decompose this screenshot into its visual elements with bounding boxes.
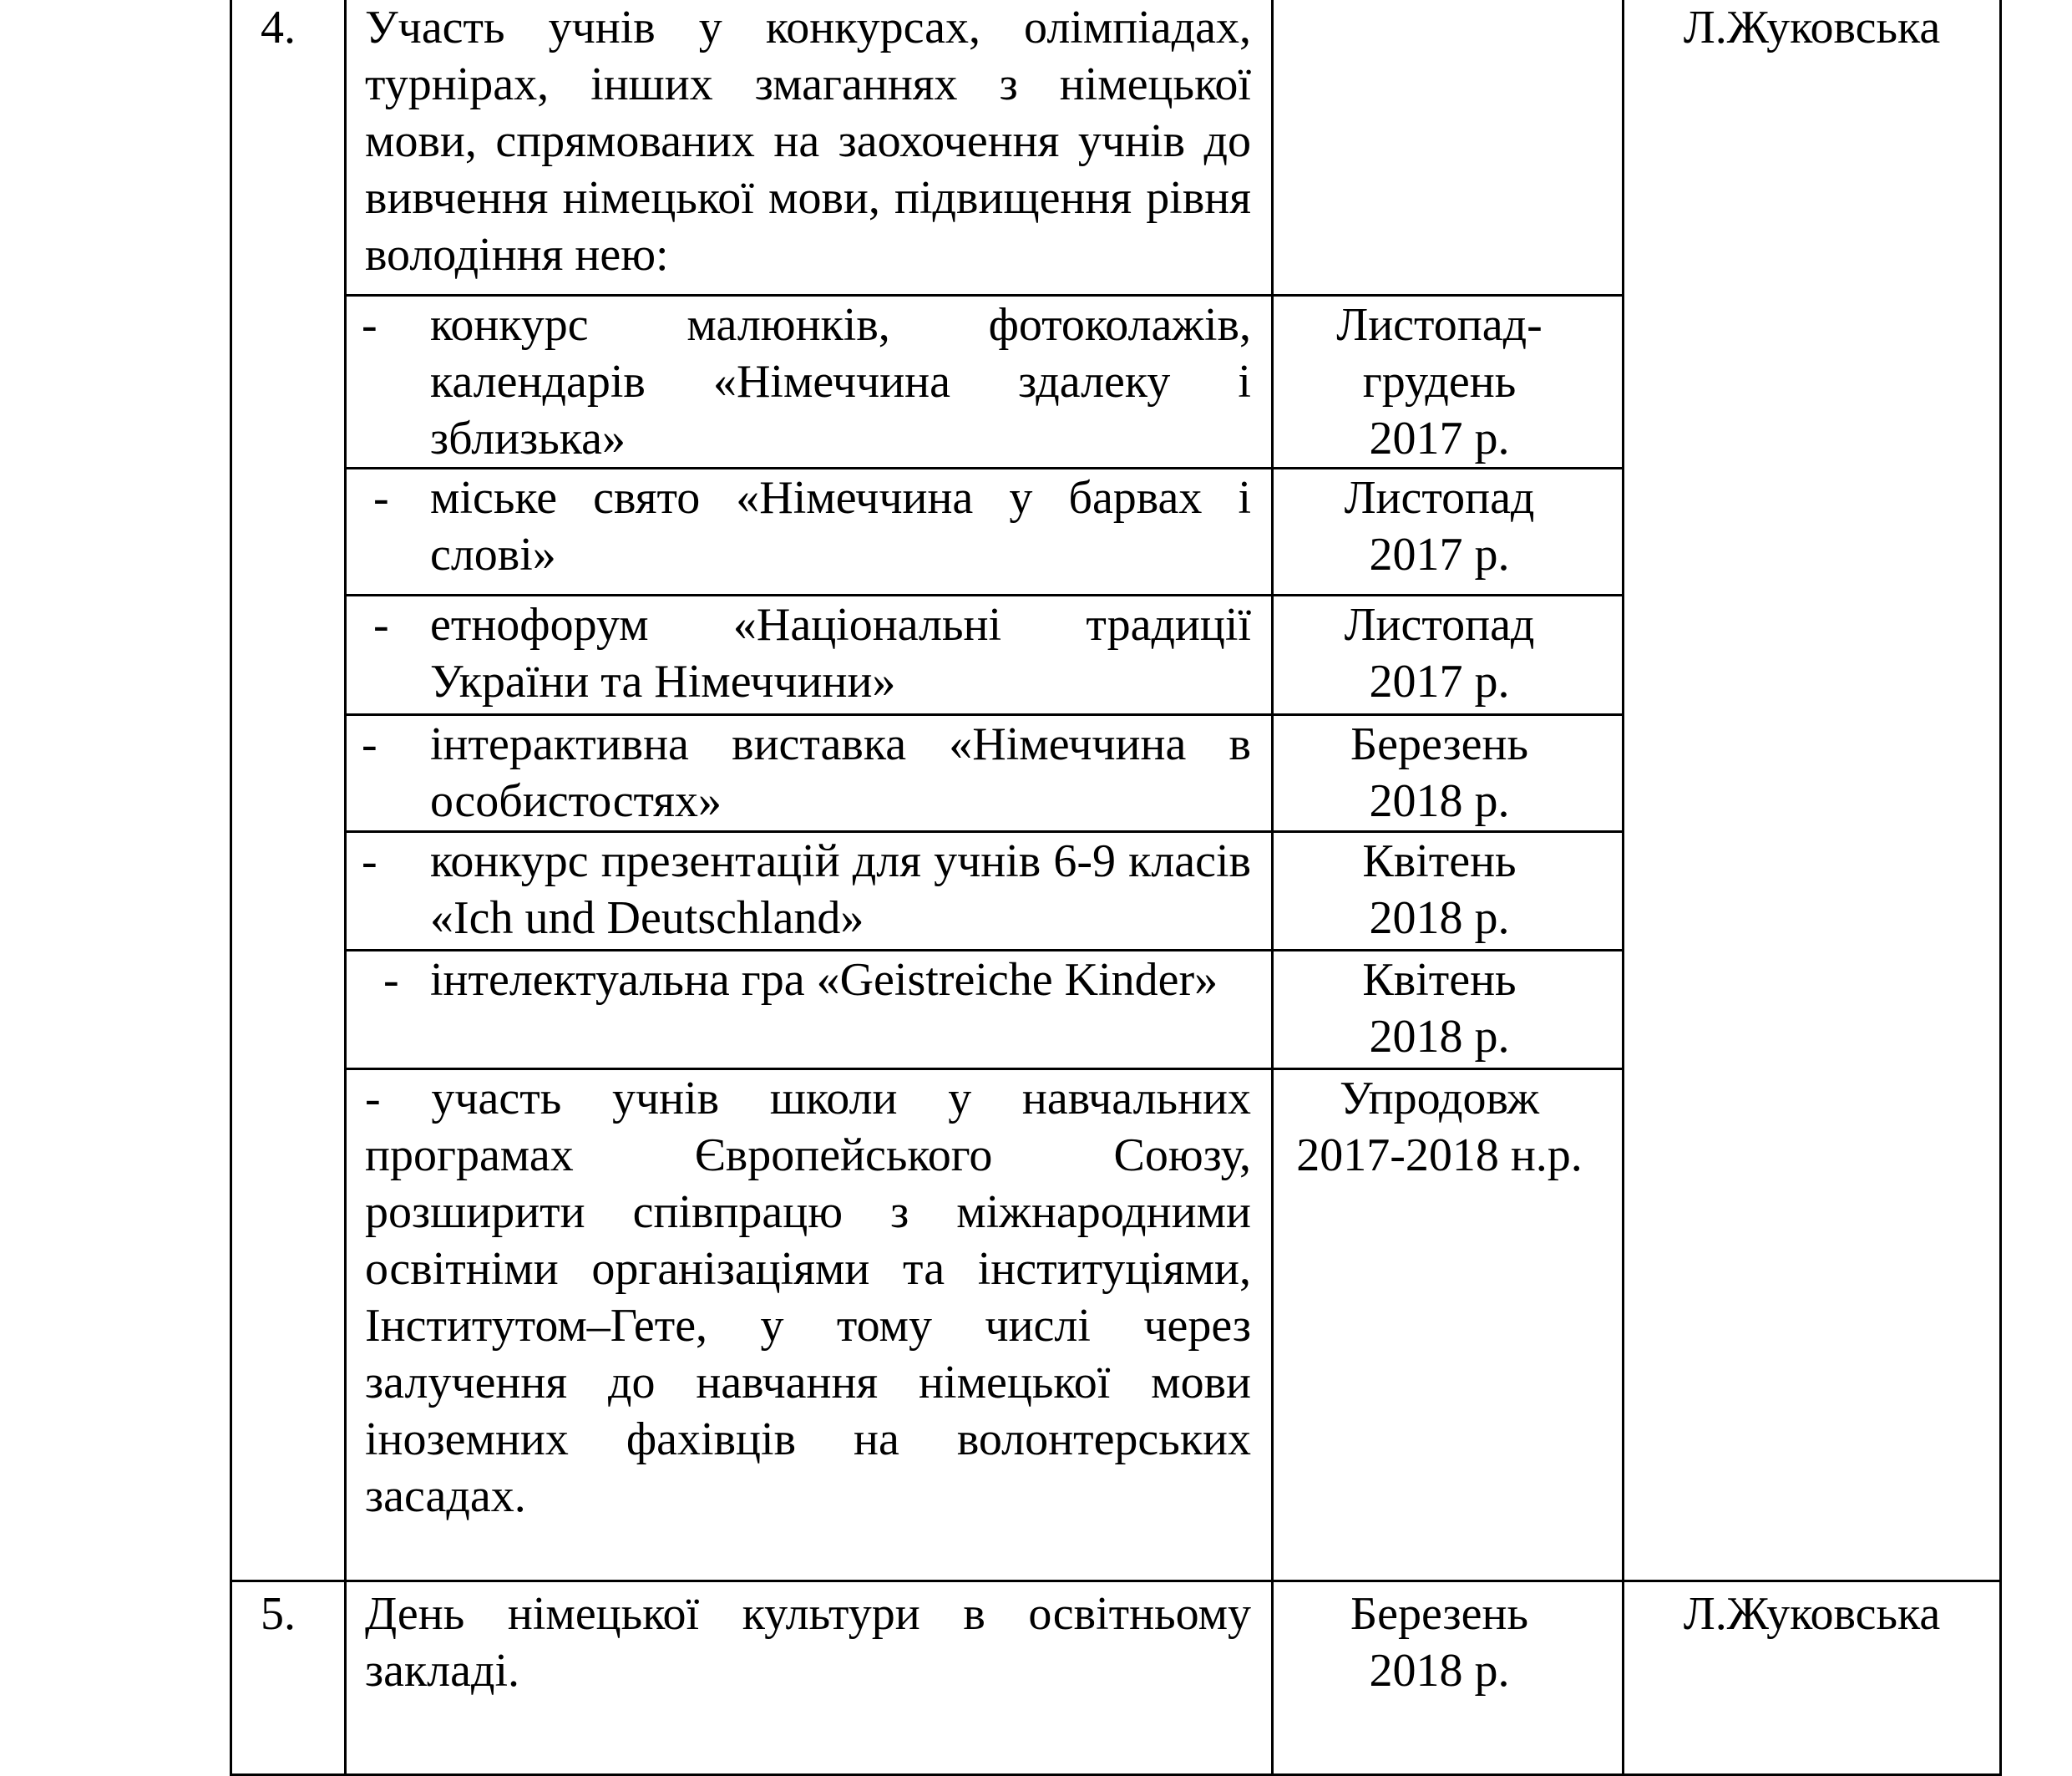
date-line: 2017 р. xyxy=(1369,413,1510,464)
activity-text: День німецької культури в освітньому закладі. xyxy=(365,1588,1251,1697)
date-cell xyxy=(1273,1581,1624,1775)
activity-text: Участь учнів у конкурсах, олімпіадах, турнірах, інших змаганнях з німецької мови, спрямованих на заохочення учнів до вивчення німецької мови, підвищення рівня володіння нею: xyxy=(365,2,1251,281)
activity-cell xyxy=(346,1069,1273,1581)
list-dash: - xyxy=(362,718,377,770)
date-line: 2017-2018 н.р. xyxy=(1296,1129,1583,1181)
date-line: Листопад xyxy=(1344,599,1535,651)
responsible-cell xyxy=(1624,1581,2001,1775)
plan-table xyxy=(230,0,2002,1776)
responsible-name: Л.Жуковська xyxy=(1683,2,1941,53)
date-cell xyxy=(1273,1069,1624,1581)
list-dash: - xyxy=(362,835,377,887)
date-line: Березень xyxy=(1350,1588,1529,1640)
date-cell xyxy=(1273,596,1624,715)
activity-text: міське свято «Німеччина у барвах і слові» xyxy=(430,472,1251,581)
responsible-name: Л.Жуковська xyxy=(1683,1588,1941,1640)
row-number-cell xyxy=(231,1581,346,1775)
list-dash: - xyxy=(373,599,389,651)
activity-cell xyxy=(346,596,1273,715)
row-number: 5. xyxy=(261,1588,296,1640)
activity-text: конкурс малюнків, фотоколажів, календарів «Німеччина здалеку і зблизька» xyxy=(430,299,1251,464)
date-line: 2018 р. xyxy=(1369,1645,1510,1697)
date-cell xyxy=(1273,951,1624,1069)
date-cell xyxy=(1273,715,1624,832)
date-cell xyxy=(1273,832,1624,951)
table-row xyxy=(231,1581,2001,1775)
activity-text: інтерактивна виставка «Німеччина в особистостях» xyxy=(430,718,1251,827)
activity-cell xyxy=(346,715,1273,832)
activity-text: етнофорум «Національні традиції України та Німеччини» xyxy=(430,599,1251,708)
date-line: Квітень xyxy=(1362,954,1517,1006)
activity-text: інтелектуальна гра «Geistreiche Kinder» xyxy=(430,954,1218,1006)
date-line: 2018 р. xyxy=(1369,892,1510,944)
activity-text: конкурс презентацій для учнів 6-9 класів «Ich und Deutschland» xyxy=(430,835,1251,944)
activity-cell xyxy=(346,296,1273,469)
activity-cell xyxy=(346,951,1273,1069)
activity-cell xyxy=(346,469,1273,596)
date-cell xyxy=(1273,296,1624,469)
activity-text: - участь учнів школи у навчальних програмах Європейського Союзу, розширити співпрацю з міжнародними освітніми організаціями та інституціями, Інститутом–Гете, у тому числі через залучення до навчання німецької мови іноземних фахівців на волонтерських засадах. xyxy=(365,1073,1251,1522)
date-line: 2017 р. xyxy=(1369,529,1510,581)
activity-cell xyxy=(346,1581,1273,1775)
date-line: Квітень xyxy=(1362,835,1517,887)
list-dash: - xyxy=(383,954,399,1006)
row-number: 4. xyxy=(261,2,296,53)
date-cell xyxy=(1273,469,1624,596)
date-line: грудень xyxy=(1362,356,1517,408)
date-line: Листопад xyxy=(1344,472,1535,524)
table-row xyxy=(231,0,2001,296)
row-number-cell xyxy=(231,0,346,1581)
date-cell xyxy=(1273,0,1624,296)
date-line: 2018 р. xyxy=(1369,775,1510,827)
responsible-cell xyxy=(1624,0,2001,1581)
date-line: Листопад- xyxy=(1336,299,1543,351)
activity-cell xyxy=(346,0,1273,296)
date-line: Упродовж xyxy=(1339,1073,1540,1124)
activity-cell xyxy=(346,832,1273,951)
date-line: Березень xyxy=(1350,718,1529,770)
list-dash: - xyxy=(362,299,377,351)
date-line: 2017 р. xyxy=(1369,656,1510,708)
date-line: 2018 р. xyxy=(1369,1011,1510,1063)
list-dash: - xyxy=(373,472,389,524)
